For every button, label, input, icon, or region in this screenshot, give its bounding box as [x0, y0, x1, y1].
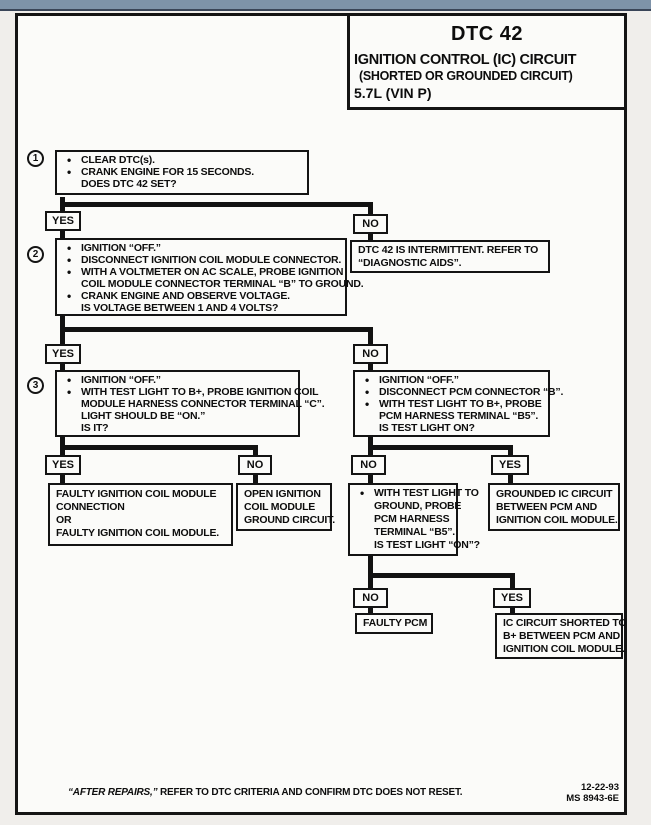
text-line: GROUND, PROBE: [374, 500, 462, 512]
step-1-number: 1: [27, 150, 44, 167]
connector-segment: [60, 202, 373, 207]
text-line: IS TEST LIGHT “ON”?: [374, 539, 480, 551]
text-line: FAULTY PCM: [363, 617, 428, 629]
document-page: [15, 13, 627, 815]
connector-segment: [368, 556, 373, 574]
text-line: • CRANK ENGINE AND OBSERVE VOLTAGE.: [61, 290, 341, 302]
connector-segment: [368, 332, 373, 344]
text-line: • WITH TEST LIGHT TO B+, PROBE IGNITION COIL: [61, 386, 294, 398]
no-label: NO: [353, 344, 388, 364]
step3-no-result-box: [236, 483, 335, 531]
step-2-number: 2: [27, 246, 44, 263]
text-line: COIL MODULE CONNECTOR TERMINAL “B” TO GROUND.: [81, 278, 364, 290]
pcm-yes-result-box: [488, 483, 620, 531]
text-line: IGNITION COIL MODULE.: [503, 643, 625, 655]
scan-top-bar: [0, 0, 651, 11]
footer-note-rest: REFER TO DTC CRITERIA AND CONFIRM DTC DOES NOT RESET.: [157, 787, 463, 798]
text-line: LIGHT SHOULD BE “ON.”: [81, 410, 206, 422]
step-3-number: 3: [27, 377, 44, 394]
text-line: IC CIRCUIT SHORTED TO: [503, 617, 627, 629]
text-line: • IGNITION “OFF.”: [61, 242, 341, 254]
yes-label: YES: [45, 455, 81, 475]
text-line: MODULE HARNESS CONNECTOR TERMINAL “C”.: [81, 398, 325, 410]
final-no-result-box: [355, 613, 433, 634]
connector-segment: [368, 573, 515, 578]
step-2-box: [55, 238, 364, 316]
text-line: • WITH A VOLTMETER ON AC SCALE, PROBE IGNITION: [61, 266, 341, 278]
revision-date: 12-22-93: [580, 782, 619, 793]
text-line: COIL MODULE: [244, 501, 316, 513]
text-line: FAULTY IGNITION COIL MODULE: [56, 488, 217, 500]
connector-segment: [60, 332, 65, 344]
text-line: PCM HARNESS TERMINAL “B5”.: [379, 410, 539, 422]
revision-block: [566, 782, 619, 804]
connector-segment: [368, 445, 513, 450]
yes-label: YES: [45, 344, 81, 364]
text-line: BETWEEN PCM AND: [496, 501, 598, 513]
text-line: • IGNITION “OFF.”: [359, 374, 544, 386]
final-yes-result-box: [495, 613, 627, 659]
text-line: IS IT?: [81, 422, 109, 434]
text-line: • DISCONNECT PCM CONNECTOR “B”.: [359, 386, 544, 398]
text-line: GROUNDED IC CIRCUIT: [496, 488, 613, 500]
text-line: DOES DTC 42 SET?: [81, 178, 177, 190]
step-3-box: [55, 370, 325, 437]
footer-note: [68, 787, 462, 798]
text-line: • IGNITION “OFF.”: [61, 374, 294, 386]
connector-segment: [60, 445, 258, 450]
doc-number: MS 8943-6E: [566, 793, 619, 804]
no-label: NO: [238, 455, 272, 475]
text-line: FAULTY IGNITION COIL MODULE.: [56, 527, 219, 539]
text-line: • WITH TEST LIGHT TO: [354, 487, 452, 500]
step-1-box: [55, 150, 309, 195]
no-label: NO: [351, 455, 386, 475]
text-line: • DISCONNECT IGNITION COIL MODULE CONNECTOR.: [61, 254, 341, 266]
text-line: TERMINAL “B5”.: [374, 526, 456, 538]
text-line: IGNITION COIL MODULE.: [496, 514, 618, 526]
yes-label: YES: [45, 211, 81, 231]
text-line: IS VOLTAGE BETWEEN 1 AND 4 VOLTS?: [81, 302, 279, 314]
pcm-no-check-box: [348, 483, 480, 556]
no-label: NO: [353, 588, 388, 608]
text-line: • CRANK ENGINE FOR 15 SECONDS.: [61, 166, 303, 178]
page-subtitle-1: IGNITION CONTROL (IC) CIRCUIT: [354, 52, 577, 68]
text-line: “DIAGNOSTIC AIDS”.: [358, 257, 462, 269]
title-block: [347, 16, 624, 110]
intermittent-result-box: [350, 240, 550, 273]
footer-note-italic: “AFTER REPAIRS,”: [68, 787, 158, 798]
step3-yes-result-box: [48, 483, 233, 546]
text-line: OR: [56, 514, 72, 526]
yes-label: YES: [493, 588, 531, 608]
text-line: CONNECTION: [56, 501, 125, 513]
page-subtitle-2: (SHORTED OR GROUNDED CIRCUIT): [359, 69, 573, 83]
text-line: OPEN IGNITION: [244, 488, 321, 500]
page-subtitle-3: 5.7L (VIN P): [354, 85, 432, 101]
connector-segment: [60, 327, 373, 332]
pcm-check-box: [353, 370, 564, 437]
text-line: PCM HARNESS: [374, 513, 450, 525]
text-line: • WITH TEST LIGHT TO B+, PROBE: [359, 398, 544, 410]
no-label: NO: [353, 214, 388, 234]
text-line: • CLEAR DTC(s).: [61, 154, 303, 166]
text-line: B+ BETWEEN PCM AND: [503, 630, 621, 642]
text-line: GROUND CIRCUIT.: [244, 514, 335, 526]
text-line: DTC 42 IS INTERMITTENT. REFER TO: [358, 244, 539, 256]
page-title: DTC 42: [451, 23, 523, 45]
text-line: IS TEST LIGHT ON?: [379, 422, 475, 434]
yes-label: YES: [491, 455, 529, 475]
